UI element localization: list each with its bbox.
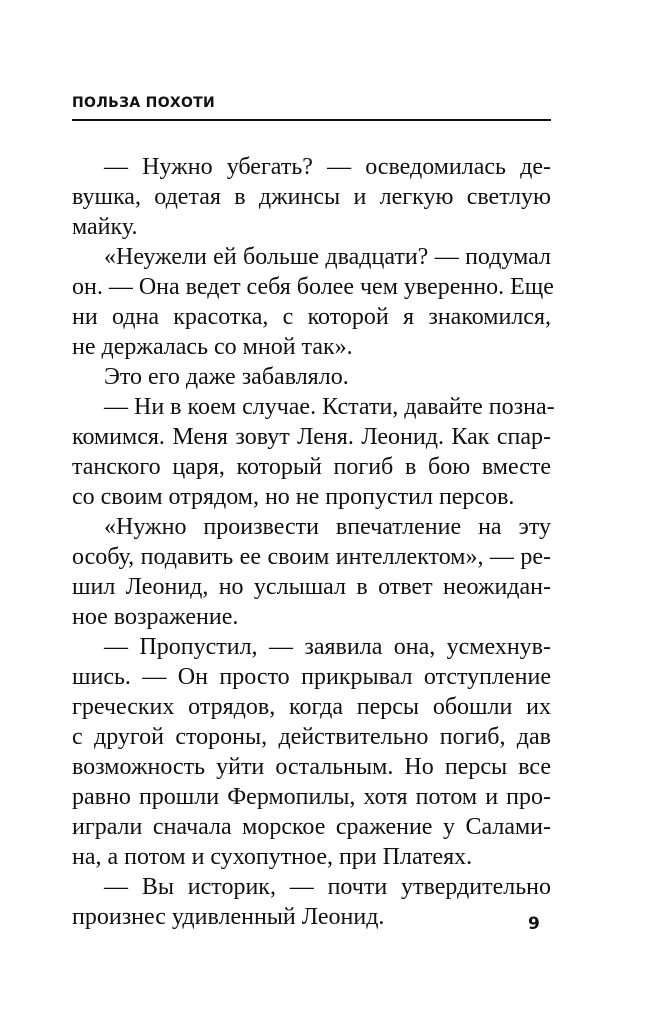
text-line: произнес удивленный Леонид.: [72, 904, 385, 930]
paragraph: [72, 242, 554, 362]
text-line: ное возражение.: [72, 604, 239, 630]
text-line: «Нужно произвести впечатление на эту: [104, 514, 551, 540]
text-line: со своим отрядом, но не пропустил персов.: [72, 484, 515, 510]
text-line: «Неужели ей больше двадцати? — подумал: [104, 244, 551, 270]
text-line: с другой стороны, действительно погиб, дав: [72, 724, 551, 750]
text-line: ни одна красотка, с которой я знакомился,: [72, 304, 551, 330]
text-line: вушка, одетая в джинсы и легкую светлую: [72, 184, 551, 210]
text-line: не держалась со мной так».: [72, 334, 353, 360]
paragraph: [72, 632, 551, 872]
paragraph: [72, 872, 551, 932]
text-line: Это его даже забавляло.: [104, 364, 349, 390]
text-line: шись. — Он просто прикрывал отступление: [72, 664, 551, 690]
text-line: танского царя, который погиб в бою вместе: [72, 454, 551, 480]
text-line: он. — Она ведет себя более чем уверенно. Еще: [72, 274, 554, 300]
text-line: шил Леонид, но услышал в ответ неожидан-: [72, 574, 551, 600]
text-line: — Вы историк, — почти утвердительно: [104, 874, 551, 900]
text-line: греческих отрядов, когда персы обошли их: [72, 694, 551, 720]
body-text: [72, 152, 555, 932]
header-rule: [72, 119, 551, 121]
text-line: на, а потом и сухопутное, при Платеях.: [72, 844, 473, 870]
paragraph: [72, 152, 551, 242]
text-line: — Ни в коем случае. Кстати, давайте позна-: [104, 394, 555, 420]
page-number: 9: [528, 914, 540, 934]
text-line: играли сначала морское сражение у Салами-: [72, 814, 551, 840]
text-line: — Пропустил, — заявила она, усмехнув-: [104, 634, 551, 660]
paragraph: [72, 362, 551, 392]
text-line: возможность уйти остальным. Но персы все: [72, 754, 551, 780]
text-line: особу, подавить ее своим интеллектом», — ре-: [72, 544, 551, 570]
running-head: ПОЛЬЗА ПОХОТИ: [72, 95, 216, 111]
text-line: комимся. Меня зовут Леня. Леонид. Как спар-: [72, 424, 551, 450]
text-line: майку.: [72, 214, 138, 240]
text-line: — Нужно убегать? — осведомилась де-: [104, 154, 551, 180]
text-line: равно прошли Фермопилы, хотя потом и про-: [72, 784, 551, 810]
paragraph: [72, 392, 555, 512]
paragraph: [72, 512, 551, 632]
